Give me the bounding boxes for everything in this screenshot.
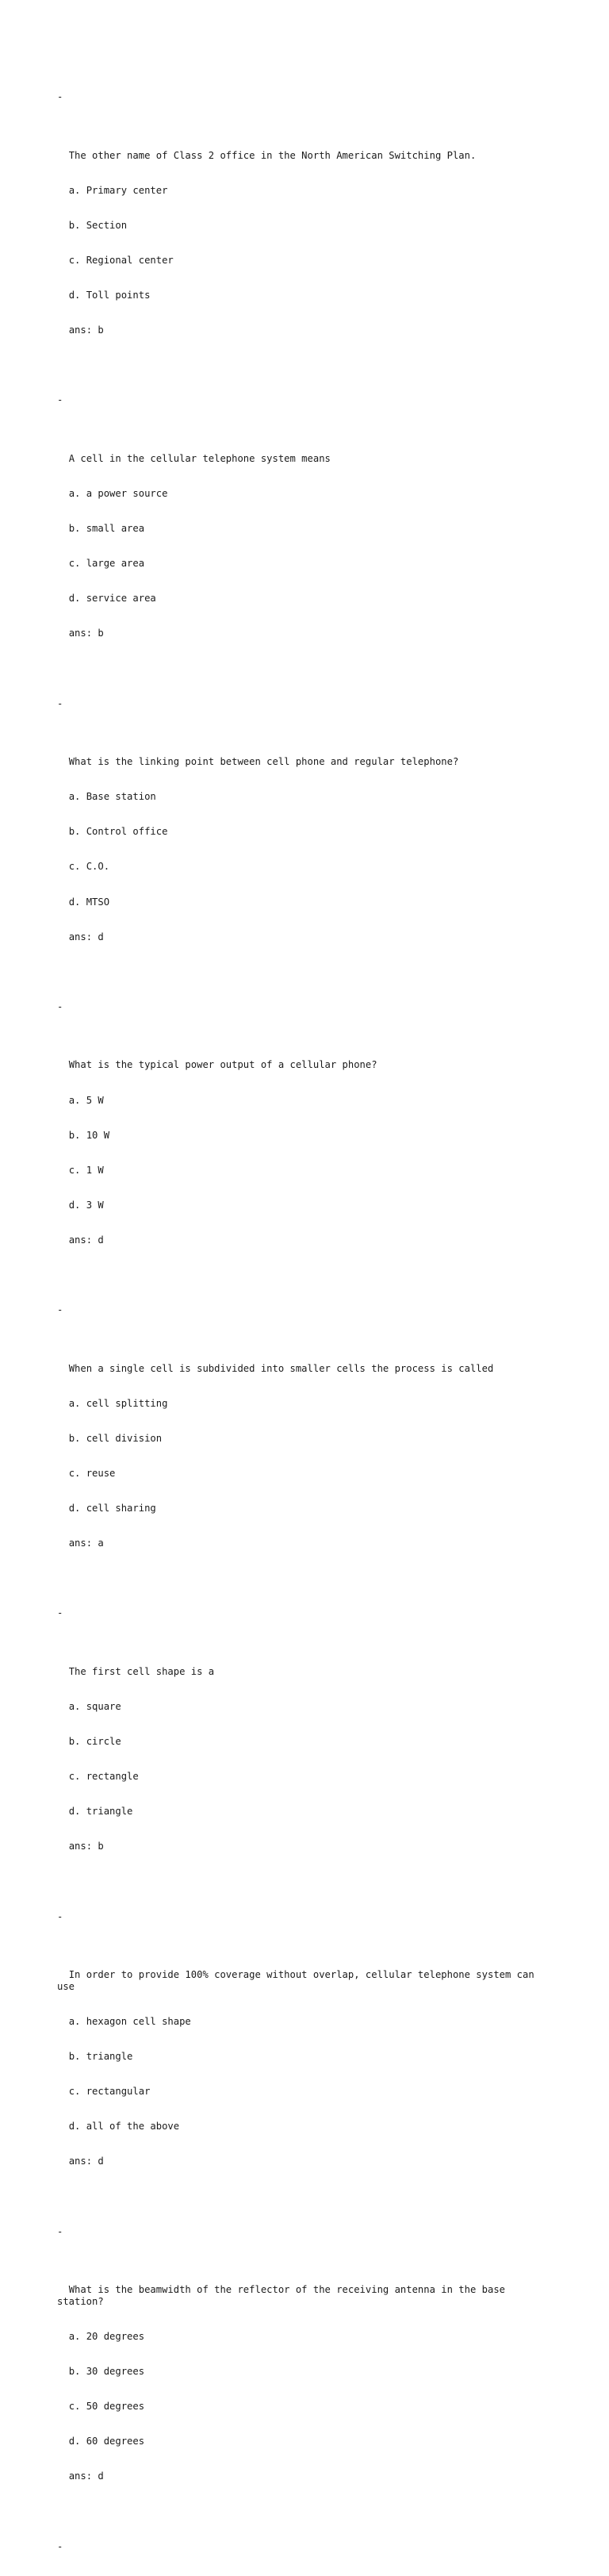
question-block: [57, 429, 552, 662]
answer-option: d. 60 degrees: [68, 2436, 145, 2447]
answer-option: a. cell splitting: [68, 1397, 168, 1409]
document-page: [57, 56, 552, 2576]
answer-option: a. hexagon cell shape: [68, 2016, 191, 2028]
question-text: What is the typical power output of a cellular phone?: [57, 1059, 377, 1071]
answer-option: d. 3 W: [68, 1199, 104, 1211]
answer-key: ans: d: [68, 1234, 104, 1246]
answer-key: ans: b: [68, 1841, 104, 1852]
answer-option: a. square: [68, 1701, 121, 1713]
question-block: [57, 1339, 552, 1572]
answer-option: d. all of the above: [68, 2121, 180, 2133]
answer-option: b. cell division: [68, 1432, 163, 1444]
separator: -: [57, 1607, 63, 1619]
separator: -: [57, 697, 63, 709]
separator: -: [57, 394, 63, 406]
answer-option: d. cell sharing: [68, 1503, 156, 1515]
question-block: [57, 733, 552, 966]
question-block: [57, 2261, 552, 2506]
separator: -: [57, 2225, 63, 2237]
answer-option: b. small area: [68, 523, 145, 535]
answer-option: c. 50 degrees: [68, 2401, 145, 2413]
answer-option: a. 5 W: [68, 1094, 104, 1106]
answer-key: ans: d: [68, 2470, 104, 2482]
question-text: What is the beamwidth of the reflector of the receiving antenna in the base station?: [57, 2284, 505, 2307]
answer-option: d. Toll points: [68, 290, 151, 301]
answer-key: ans: d: [68, 2156, 104, 2167]
answer-option: a. Base station: [68, 791, 156, 803]
answer-key: ans: b: [68, 324, 104, 336]
answer-option: d. MTSO: [68, 896, 110, 908]
answer-option: c. Regional center: [68, 254, 174, 266]
question-block: [57, 126, 552, 359]
answer-option: b. circle: [68, 1736, 121, 1748]
separator: -: [57, 1000, 63, 1012]
answer-option: c. rectangle: [68, 1771, 139, 1783]
question-text: A cell in the cellular telephone system means: [57, 452, 331, 464]
answer-option: c. reuse: [68, 1468, 116, 1479]
question-block: [57, 1643, 552, 1876]
answer-option: c. rectangular: [68, 2086, 151, 2098]
question-text: The first cell shape is a: [57, 1665, 215, 1677]
answer-key: ans: d: [68, 931, 104, 942]
answer-option: c. 1 W: [68, 1164, 104, 1176]
question-block: [57, 1946, 552, 2191]
answer-key: ans: b: [68, 628, 104, 639]
question-text: What is the linking point between cell phone and regular telephone?: [57, 756, 459, 768]
answer-option: b. 10 W: [68, 1129, 110, 1141]
answer-option: a. 20 degrees: [68, 2330, 145, 2342]
answer-option: a. a power source: [68, 487, 168, 499]
question-block: [57, 1036, 552, 1269]
question-text: The other name of Class 2 office in the North American Switching Plan.: [57, 149, 477, 161]
answer-key: ans: a: [68, 1538, 104, 1549]
separator: -: [57, 1910, 63, 1922]
question-text: In order to provide 100% coverage without overlap, cellular telephone system can use: [57, 1969, 534, 1992]
answer-option: d. triangle: [68, 1806, 133, 1818]
answer-option: d. service area: [68, 593, 156, 605]
answer-option: c. C.O.: [68, 861, 110, 873]
separator: -: [57, 91, 63, 103]
answer-option: b. 30 degrees: [68, 2366, 145, 2378]
separator: -: [57, 1304, 63, 1316]
question-text: When a single cell is subdivided into smaller cells the process is called: [57, 1362, 494, 1374]
answer-option: b. Section: [68, 219, 128, 231]
answer-option: b. triangle: [68, 2051, 133, 2063]
answer-option: b. Control office: [68, 826, 168, 838]
answer-option: a. Primary center: [68, 184, 168, 196]
separator: -: [57, 2540, 63, 2552]
answer-option: c. large area: [68, 558, 145, 570]
